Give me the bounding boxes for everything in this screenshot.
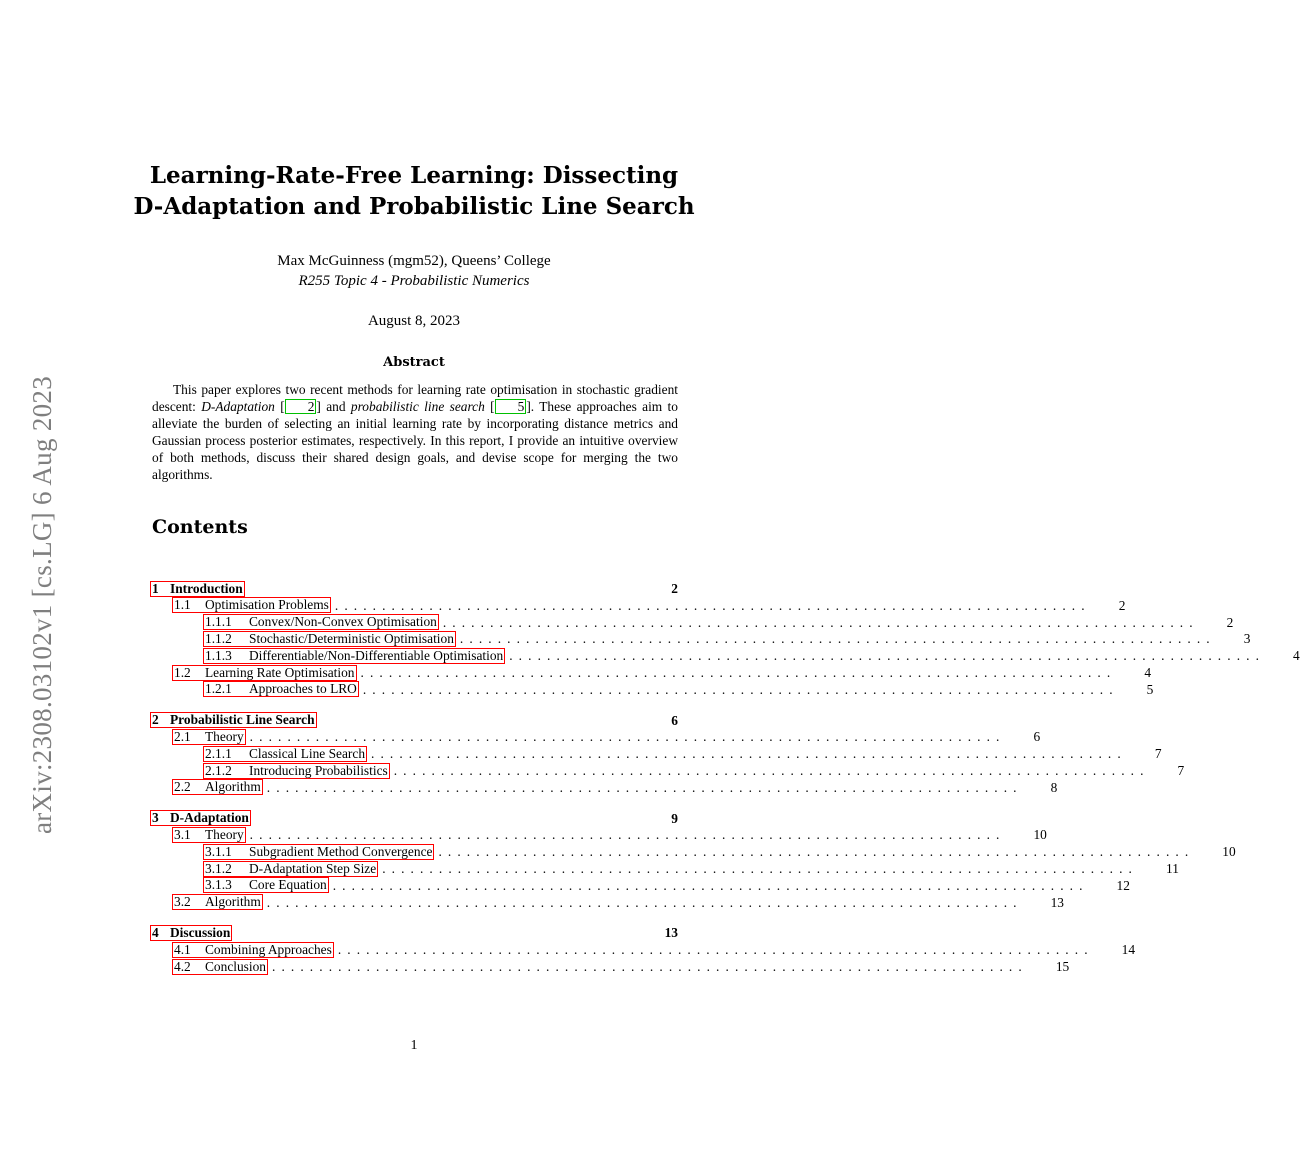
toc-link[interactable] xyxy=(172,729,246,745)
toc-label: Differentiable/Non-Differentiable Optimisation xyxy=(249,647,504,663)
toc-label: Classical Line Search xyxy=(249,745,366,761)
toc-entry xyxy=(150,924,678,941)
toc-entry xyxy=(172,779,1058,796)
toc-dot-leader: ................................................................................ xyxy=(509,648,1266,664)
toc-link[interactable] xyxy=(150,810,251,826)
toc-label: Approaches to LRO xyxy=(249,681,357,697)
toc-link[interactable] xyxy=(203,631,456,647)
toc-dot-leader: ................................................................................ xyxy=(459,631,1216,647)
toc-label: Core Equation xyxy=(249,877,327,893)
toc-link[interactable] xyxy=(172,597,331,613)
toc-dot-leader: ................................................................................ xyxy=(249,827,1006,843)
toc-link[interactable] xyxy=(172,779,263,795)
toc-entry xyxy=(172,894,1064,911)
toc-label: Discussion xyxy=(170,924,231,940)
citation-link-5[interactable]: 5 xyxy=(495,399,527,414)
toc-page-number: 2 xyxy=(671,581,678,596)
toc-entry xyxy=(172,941,1136,958)
toc-number: 3.1 xyxy=(174,826,191,842)
toc-label: Algorithm xyxy=(205,894,261,910)
title-line-2: D-Adaptation and Probabilistic Line Search xyxy=(133,193,695,220)
toc-page-number: 7 xyxy=(1154,746,1162,762)
abstract-emphasis-d-adaptation: D-Adaptation xyxy=(201,399,275,414)
toc-entry xyxy=(203,745,1162,762)
toc-number: 1 xyxy=(152,580,159,596)
toc-label: Optimisation Problems xyxy=(205,597,329,613)
author-block xyxy=(150,251,678,291)
toc-page-number: 12 xyxy=(1116,877,1130,893)
toc-number: 3 xyxy=(152,810,159,826)
toc-page-number: 2 xyxy=(1226,614,1234,630)
toc-link[interactable] xyxy=(203,861,378,877)
toc-dot-leader: ................................................................................ xyxy=(382,861,1138,876)
toc-number: 1.1 xyxy=(174,597,191,613)
toc-number: 1.2.1 xyxy=(205,681,232,697)
page-number: 1 xyxy=(410,1038,418,1053)
toc-page-number: 3 xyxy=(1243,631,1251,647)
toc-entry xyxy=(203,762,1185,779)
toc-entry xyxy=(172,728,1041,745)
contents-heading: Contents xyxy=(152,516,248,538)
toc-label: Learning Rate Optimisation xyxy=(205,664,355,680)
toc-label: Stochastic/Deterministic Optimisation xyxy=(249,630,454,646)
toc-link[interactable] xyxy=(203,844,434,860)
toc-entry xyxy=(172,826,1047,843)
toc-page-number: 10 xyxy=(1033,827,1047,843)
toc-page-number: 4 xyxy=(1144,665,1152,680)
toc-dot-leader: ................................................................................ xyxy=(362,681,1119,697)
toc-link[interactable] xyxy=(203,648,505,664)
toc-page-number: 9 xyxy=(671,810,678,826)
toc-dot-leader: ................................................................................ xyxy=(360,665,1117,680)
toc-dot-leader: ................................................................................ xyxy=(334,597,1091,613)
toc-link[interactable] xyxy=(203,746,367,762)
toc-number: 3.2 xyxy=(174,894,191,910)
toc-link[interactable] xyxy=(172,827,246,843)
toc-label: Theory xyxy=(205,728,244,744)
toc-dot-leader: ................................................................................ xyxy=(393,763,1150,778)
toc-link[interactable] xyxy=(203,681,359,697)
toc-number: 1.1.3 xyxy=(205,647,232,663)
toc-number: 4.2 xyxy=(174,958,191,974)
paper-date: August 8, 2023 xyxy=(367,313,461,329)
toc-link[interactable] xyxy=(203,614,439,630)
toc-number: 4.1 xyxy=(174,941,191,957)
toc-entry xyxy=(150,712,678,729)
toc-entry xyxy=(150,810,678,827)
toc-number: 1.1.1 xyxy=(205,614,232,630)
toc-entry xyxy=(203,843,1236,860)
toc-number: 2 xyxy=(152,712,159,728)
toc-dot-leader: ................................................................................ xyxy=(272,959,1028,974)
toc-number: 1.2 xyxy=(174,664,191,680)
toc-page-number: 15 xyxy=(1055,959,1070,974)
toc-link[interactable] xyxy=(203,763,390,779)
toc-label: D-Adaptation xyxy=(170,810,249,826)
toc-page-number: 5 xyxy=(1146,681,1154,697)
toc-dot-leader: ................................................................................ xyxy=(266,779,1023,795)
toc-page-number: 2 xyxy=(1118,597,1126,613)
toc-page-number: 4 xyxy=(1293,648,1300,664)
toc-label: Probabilistic Line Search xyxy=(170,712,315,728)
toc-page-number: 13 xyxy=(664,925,678,941)
toc-dot-leader: ................................................................................ xyxy=(438,844,1195,860)
abstract-part-3: . These approaches aim to alleviate the burden of selecting an initial learning rate by incorporating distance metrics and Gaussian process posterior estimates, respectively. In this report, I provide an intuitive overview of both methods, discuss their shared design goals, and devise scope for merging the two algorithms. xyxy=(152,399,678,482)
toc-number: 2.2 xyxy=(174,779,191,795)
toc-number: 3.1.1 xyxy=(205,843,232,859)
toc-entry xyxy=(203,877,1130,894)
toc-page-number: 13 xyxy=(1050,894,1064,910)
toc-page-number: 8 xyxy=(1050,779,1058,795)
toc-dot-leader: ................................................................................ xyxy=(371,746,1127,762)
toc-entry xyxy=(203,860,1179,877)
toc-label: Convex/Non-Convex Optimisation xyxy=(249,614,437,630)
toc-dot-leader: ................................................................................ xyxy=(249,729,1006,745)
toc-number: 3.1.3 xyxy=(205,877,232,893)
toc-label: Theory xyxy=(205,826,244,842)
abstract-text: This paper explores two recent methods for learning rate optimisation in stochastic gradient descent: D-Adaptation [ 2 ] and probabilistic line search [ 5 ]. These approaches aim to alleviate the burden of selecting an initial learning rate by incorporating distance metrics and Gaussian process posterior estimates, respectively. In this report, I provide an intuitive overview of both methods, discuss their shared design goals, and devise scope for merging the two algorithms. xyxy=(152,382,678,482)
toc-link[interactable] xyxy=(203,877,329,893)
toc-number: 2.1.2 xyxy=(205,762,232,778)
toc-link[interactable] xyxy=(150,712,317,728)
toc-link[interactable] xyxy=(150,581,245,597)
toc-number: 2.1 xyxy=(174,728,191,744)
abstract-part-1: This paper explores two recent methods for learning rate optimisation in stochastic gradient descent: xyxy=(152,382,678,414)
toc-entry xyxy=(203,647,1300,664)
title-line-1: Learning-Rate-Free Learning: Dissecting xyxy=(149,162,679,189)
course-name: R255 Topic 4 - Probabilistic Numerics xyxy=(298,273,530,289)
toc-label: Conclusion xyxy=(205,958,267,974)
abstract-part-2: and xyxy=(320,399,351,414)
toc-entry xyxy=(203,630,1251,647)
toc-label: Introduction xyxy=(170,580,243,596)
toc-link[interactable] xyxy=(172,665,357,681)
toc-label: Combining Approaches xyxy=(205,941,332,957)
toc-entry xyxy=(172,597,1126,614)
toc-dot-leader: ................................................................................ xyxy=(266,894,1023,910)
abstract-emphasis-line-search: probabilistic line search xyxy=(350,399,485,414)
toc-entry xyxy=(203,614,1234,631)
toc-page-number: 6 xyxy=(671,712,678,728)
toc-page-number: 7 xyxy=(1177,763,1185,778)
toc-number: 4 xyxy=(152,924,159,940)
toc-page-number: 10 xyxy=(1222,844,1236,860)
toc-label: D-Adaptation Step Size xyxy=(249,860,377,876)
toc-dot-leader: ................................................................................ xyxy=(332,877,1089,893)
abstract-heading: Abstract xyxy=(383,355,445,370)
toc-label: Introducing Probabilistics xyxy=(249,762,388,778)
author-name: Max McGuinness (mgm52), Queens’ College xyxy=(277,253,551,269)
toc-entry xyxy=(172,664,1152,681)
toc-number: 1.1.2 xyxy=(205,630,232,646)
toc-number: 3.1.2 xyxy=(205,860,232,876)
toc-page-number: 11 xyxy=(1166,861,1179,876)
toc-link[interactable] xyxy=(172,894,263,910)
toc-entry xyxy=(172,958,1070,975)
toc-dot-leader: ................................................................................ xyxy=(337,942,1094,958)
toc-page-number: 6 xyxy=(1033,729,1041,745)
citation-link-2[interactable]: 2 xyxy=(285,399,317,414)
toc-link[interactable] xyxy=(172,942,334,958)
toc-link[interactable] xyxy=(150,925,232,941)
paper-title xyxy=(120,160,708,222)
toc-label: Algorithm xyxy=(205,779,261,795)
toc-label: Subgradient Method Convergence xyxy=(249,843,433,859)
toc-entry xyxy=(150,580,678,597)
toc-page-number: 14 xyxy=(1121,942,1136,958)
toc-number: 2.1.1 xyxy=(205,745,232,761)
toc-dot-leader: ................................................................................ xyxy=(442,614,1199,630)
toc-entry xyxy=(203,681,1154,698)
arxiv-identifier-stamp[interactable]: arXiv:2308.03102v1 [cs.LG] 6 Aug 2023 xyxy=(27,375,57,835)
toc-link[interactable] xyxy=(172,959,268,975)
